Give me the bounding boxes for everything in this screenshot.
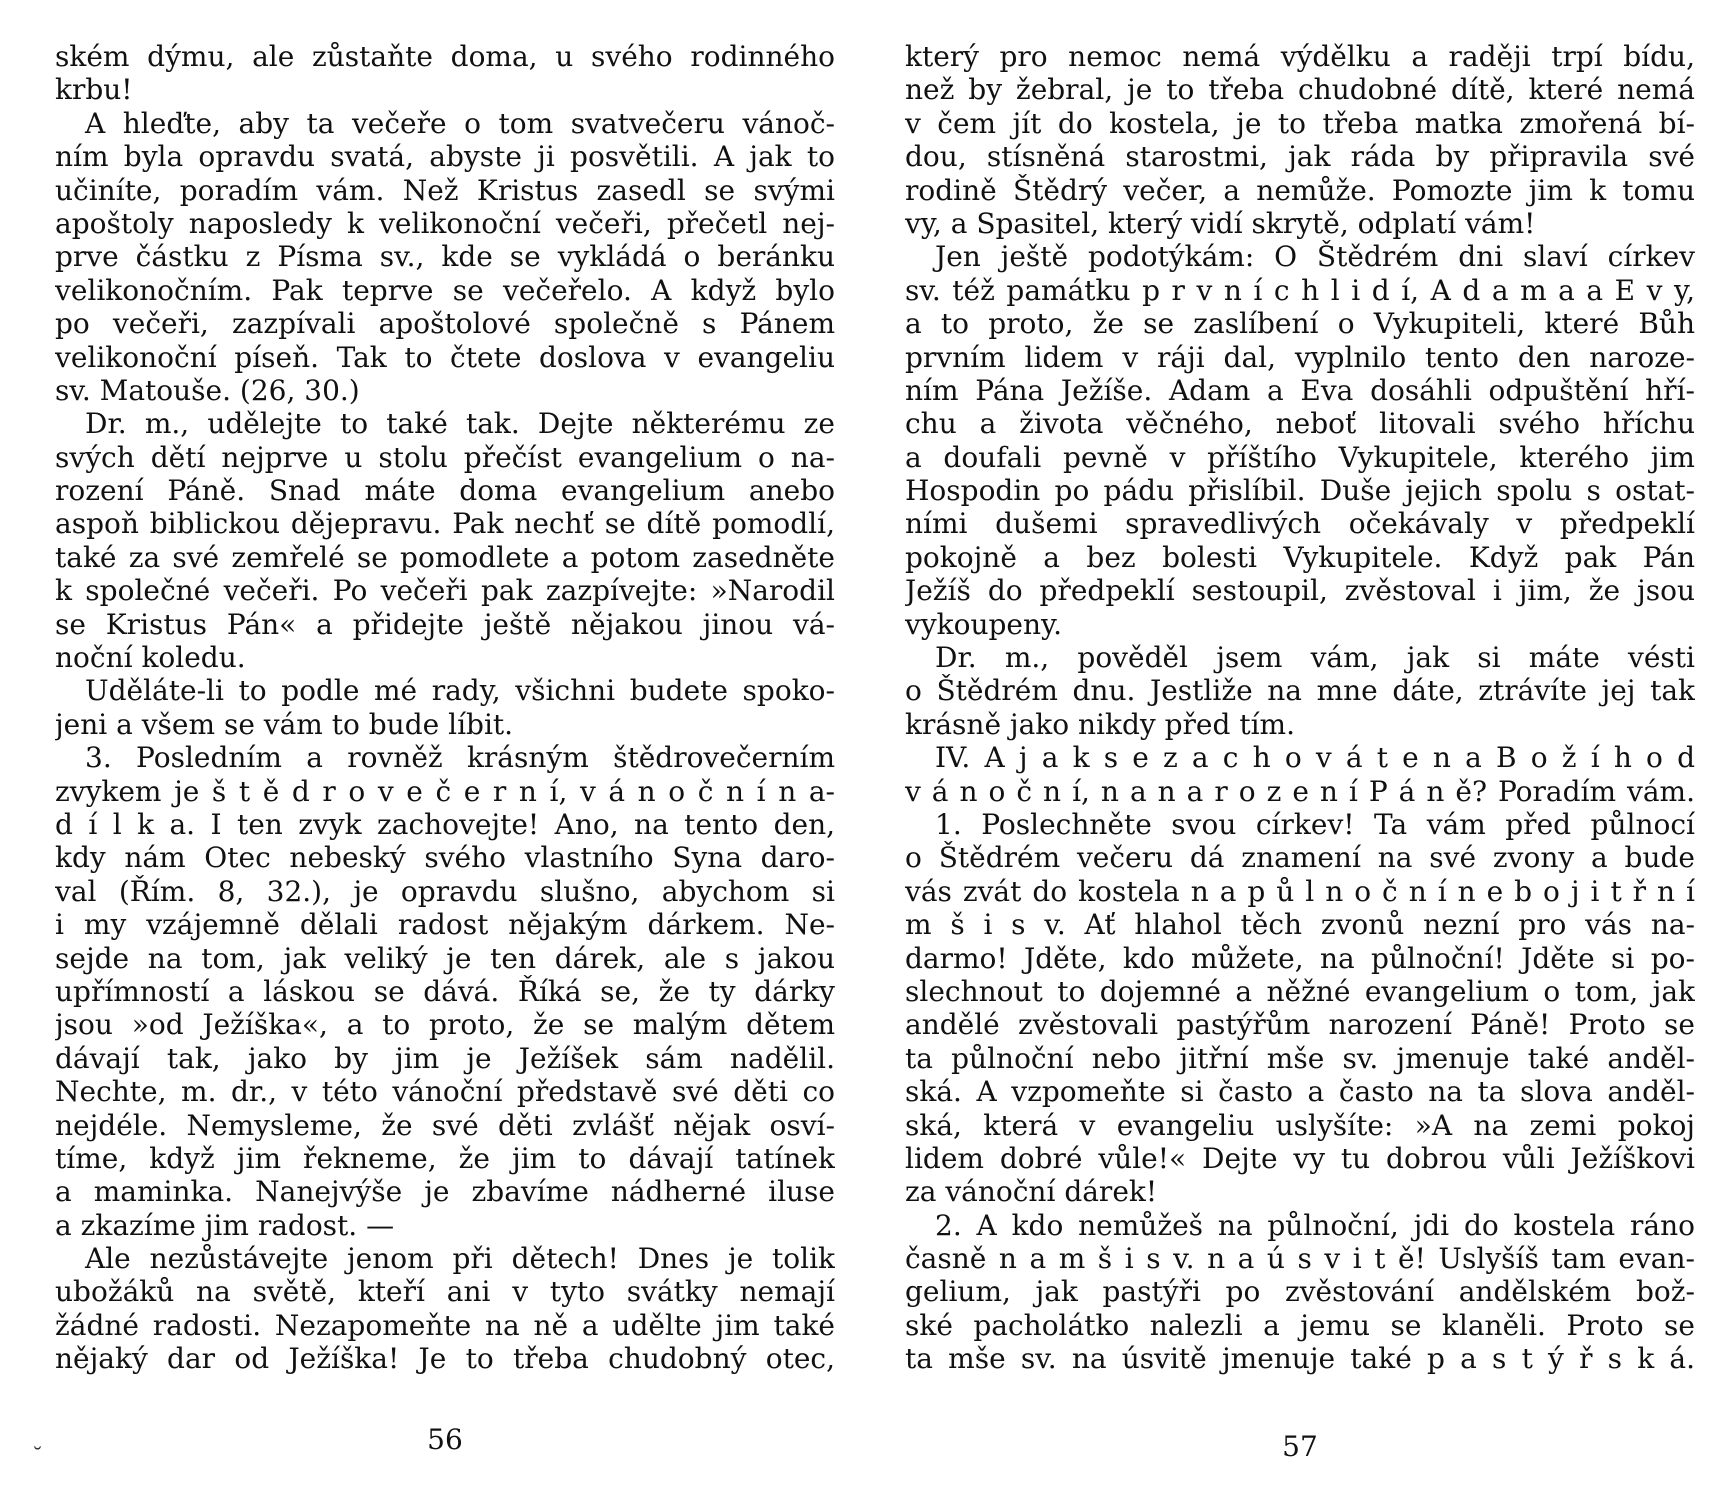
text-line: ta půlnoční nebo jitřní mše sv. jmenuje také anděl- [905, 1041, 1695, 1075]
text-line: 3. Posledním a rovněž krásným štědrovečerním [85, 741, 835, 775]
right-page-number: 57 [1282, 1430, 1318, 1463]
text-line: Ježíš do předpeklí sestoupil, zvěstoval i jim, že jsou [905, 574, 1695, 608]
text-line: IV. A j a k s e z a c h o v á t e n a B o ž í h o d [935, 741, 1695, 775]
text-line: jeni a všem se vám to bude líbit. [55, 707, 514, 741]
text-line: d í l k a. I ten zvyk zachovejte! Ano, na tento den, [55, 807, 835, 841]
text-line: 1. Poslechněte svou církev! Ta vám před půlnocí [935, 807, 1695, 841]
right-page-text [905, 40, 1695, 1376]
left-page-number: 56 [427, 1423, 463, 1456]
text-line: časně n a m š i s v. n a ú s v i t ě! Uslyšíš tam evan- [905, 1242, 1695, 1276]
text-line: andělé zvěstovali pastýřům narození Páně! Proto se [905, 1008, 1695, 1042]
text-line: lidem dobré vůle!« Dejte vy tu dobrou vůli Ježíškovi [905, 1141, 1695, 1175]
text-line: prve částku z Písma sv., kde se vykládá o beránku [55, 240, 835, 274]
scan-mark: ˘ [32, 1445, 43, 1470]
text-line: Dr. m., udělejte to také tak. Dejte některému ze [85, 407, 835, 441]
text-line: Jen ještě podotýkám: O Štědrém dni slaví církev [935, 240, 1695, 274]
text-line: chu a života věčného, neboť litovali svého hříchu [905, 407, 1695, 441]
text-line: prvním lidem v ráji dal, vyplnilo tento den naroze- [905, 340, 1695, 374]
text-line: ubožáků na světě, kteří ani v tyto svátky nemají [55, 1275, 835, 1309]
text-line: sejde na tom, jak veliký je ten dárek, ale s jakou [55, 941, 835, 975]
text-line: slechnout to dojemné a něžné evangelium o tom, jak [905, 974, 1695, 1008]
text-line: darmo! Jděte, kdo můžete, na půlnoční! Jděte si po- [905, 941, 1695, 975]
text-line: zvykem je š t ě d r o v e č e r n í, v á n o č n í n a- [55, 774, 835, 808]
text-line: Dr. m., pověděl jsem vám, jak si máte vésti [935, 641, 1695, 675]
text-line: kdy nám Otec nebeský svého vlastního Syna daro- [55, 841, 835, 875]
text-line: pokojně a bez bolesti Vykupitele. Když pak Pán [905, 540, 1695, 574]
text-line: upřímností a láskou se dává. Říká se, že ty dárky [55, 974, 835, 1008]
text-line: dávají tak, jako by jim je Ježíšek sám nadělil. [55, 1041, 835, 1075]
left-page [55, 40, 835, 1376]
text-line: ními dušemi spravedlivých očekávaly v předpeklí [905, 507, 1695, 541]
text-line: tíme, když jim řekneme, že jim to dávají tatínek [55, 1141, 835, 1175]
right-page [905, 40, 1695, 1376]
text-line: v čem jít do kostela, je to třeba matka zmořená bí- [905, 106, 1695, 140]
text-line: i my vzájemně dělali radost nějakým dárkem. Ne- [55, 908, 835, 942]
text-line: velikonočním. Pak teprve se večeřelo. A když bylo [55, 273, 835, 307]
text-line: po večeři, zazpívali apoštolové společně s Pánem [55, 307, 835, 341]
text-line: velikonoční píseň. Tak to čtete doslova v evangeliu [55, 340, 835, 374]
text-line: o Štědrém večeru dá znamení na své zvony a bude [905, 841, 1695, 875]
text-line: k společné večeři. Po večeři pak zazpívejte: »Narodil [55, 574, 835, 608]
text-line: ním byla opravdu svatá, abyste ji posvětili. A jak to [55, 140, 835, 174]
text-line: Ale nezůstávejte jenom při dětech! Dnes je tolik [85, 1242, 835, 1276]
text-line: o Štědrém dnu. Jestliže na mne dáte, ztrávíte jej tak [905, 674, 1695, 708]
text-line: učiníte, poradím vám. Než Kristus zasedl se svými [55, 173, 835, 207]
text-line: Nechte, m. dr., v této vánoční představě své děti co [55, 1075, 835, 1109]
text-line: a zkazíme jim radost. — [55, 1208, 395, 1242]
text-line: krbu! [55, 73, 133, 107]
text-line: ské pacholátko nalezli a jemu se klaněli. Proto se [905, 1308, 1695, 1342]
text-line: za vánoční dárek! [905, 1175, 1158, 1209]
text-line: A hleďte, aby ta večeře o tom svatvečeru vánoč- [85, 106, 835, 140]
text-line: Uděláte-li to podle mé rady, všichni budete spoko- [85, 674, 835, 708]
text-line: rodině Štědrý večer, a nemůže. Pomozte jim k tomu [905, 173, 1695, 207]
text-line: také za své zemřelé se pomodlete a potom zasedněte [55, 540, 835, 574]
left-page-text [55, 40, 835, 1376]
text-line: se Kristus Pán« a přidejte ještě nějakou jinou vá- [55, 607, 835, 641]
text-line: a maminka. Nanejvýše je zbavíme nádherné iluse [55, 1175, 835, 1209]
text-line: rození Páně. Snad máte doma evangelium anebo [55, 474, 835, 508]
text-line: sv. Matouše. (26, 30.) [55, 373, 360, 407]
text-line: vy, a Spasitel, který vidí skrytě, odplatí vám! [905, 206, 1536, 240]
text-line: ském dýmu, ale zůstaňte doma, u svého rodinného [55, 40, 835, 73]
text-line: ním Pána Ježíše. Adam a Eva dosáhli odpuštění hří- [905, 373, 1695, 407]
text-line: 2. A kdo nemůžeš na půlnoční, jdi do kostela ráno [935, 1208, 1695, 1242]
text-line: nejdéle. Nemysleme, že své děti zvlášť nějak osví- [55, 1108, 835, 1142]
text-line: val (Řím. 8, 32.), je opravdu slušno, abychom si [55, 874, 835, 908]
text-line: ská. A vzpomeňte si často a často na ta slova anděl- [905, 1075, 1695, 1109]
text-line: vás zvát do kostela n a p ů l n o č n í n e b o j i t ř n í [905, 874, 1695, 908]
text-line: krásně jako nikdy před tím. [905, 707, 1295, 741]
text-line: ta mše sv. na úsvitě jmenuje také p a s t ý ř s k á. [905, 1342, 1695, 1376]
text-line: nějaký dar od Ježíška! Je to třeba chudobný otec, [55, 1342, 835, 1376]
text-line: sv. též památku p r v n í c h l i d í, A d a m a a E v y, [905, 273, 1695, 307]
text-line: a doufali pevně v příštího Vykupitele, kterého jim [905, 440, 1695, 474]
text-line: jsou »od Ježíška«, a to proto, že se malým dětem [55, 1008, 835, 1042]
text-line: vykoupeny. [905, 607, 1063, 641]
text-line: svých dětí nejprve u stolu přečíst evangelium o na- [55, 440, 835, 474]
text-line: aspoň biblickou dějepravu. Pak nechť se dítě pomodlí, [55, 507, 835, 541]
text-line: m š i s v. Ať hlahol těch zvonů nezní pro vás na- [905, 908, 1695, 942]
text-line: než by žebral, je to třeba chudobné dítě, které nemá [905, 73, 1695, 107]
text-line: apoštoly naposledy k velikonoční večeři, přečetl nej- [55, 206, 835, 240]
text-line: žádné radosti. Nezapomeňte na ně a udělte jim také [55, 1308, 835, 1342]
text-line: noční koledu. [55, 641, 246, 675]
text-line: Hospodin po pádu přislíbil. Duše jejich spolu s ostat- [905, 474, 1695, 508]
text-line: gelium, jak pastýři po zvěstování andělském bož- [905, 1275, 1695, 1309]
text-line: a to proto, že se zaslíbení o Vykupiteli, které Bůh [905, 307, 1695, 341]
text-line: ská, která v evangeliu uslyšíte: »A na zemi pokoj [905, 1108, 1695, 1142]
text-line: v á n o č n í, n a n a r o z e n í P á n ě? Poradím vám. [905, 774, 1695, 808]
text-line: dou, stísněná starostmi, jak ráda by připravila své [905, 140, 1695, 174]
text-line: který pro nemoc nemá výdělku a raději trpí bídu, [905, 40, 1695, 73]
